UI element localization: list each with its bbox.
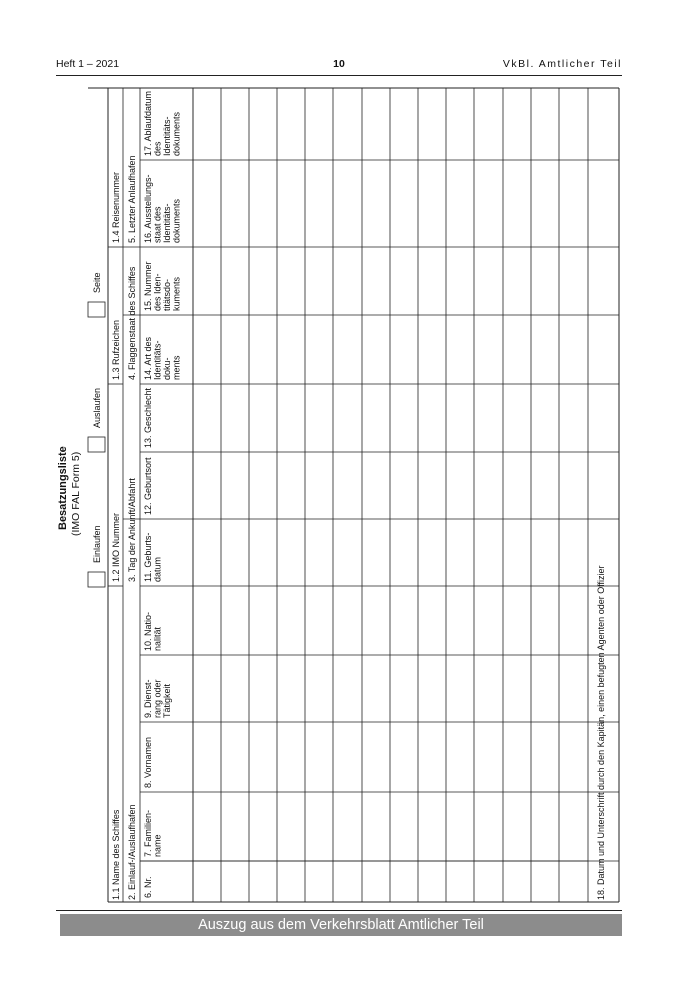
departure-label: Auslaufen [92, 387, 102, 428]
departure-checkbox[interactable] [88, 437, 105, 452]
crew-list-form [57, 82, 625, 907]
page-label: Seite [92, 272, 102, 293]
signature-label: 18. Datum und Unterschrift durch den Kapitän, einen befugten Agenten oder Offizier [596, 565, 606, 900]
column-header-15-line: titätsdo- [162, 278, 172, 311]
arrival-label: Einlaufen [92, 525, 102, 563]
column-header-16-line: Identitäts- [162, 203, 172, 243]
column-header-10-line: nalität [152, 626, 163, 651]
column-header-9-line: Tätigkeit [162, 683, 172, 718]
column-header-14-line: ments [171, 355, 182, 380]
column-header-17-line: Identitäts- [162, 116, 172, 156]
column-header-13-line: 13. Geschlecht [143, 387, 153, 448]
column-header-16-line: staat des [152, 206, 163, 243]
column-header-15-line: des Iden- [152, 273, 163, 311]
port-label: 2. Einlauf-/Auslaufhafen [127, 804, 137, 900]
column-header-10-line: 10. Natio- [143, 611, 153, 651]
last-port-label: 5. Letzter Anlaufhafen [127, 155, 137, 243]
column-header-15-line: 15. Nummer [143, 261, 153, 311]
column-header-14-line: Identitäts- [152, 340, 163, 380]
footer-rule [56, 910, 622, 911]
footer-banner: Auszug aus dem Verkehrsblatt Amtlicher Teil [60, 914, 622, 936]
page-number: 10 [333, 58, 345, 70]
column-header-15-line: kuments [171, 276, 182, 311]
column-header-16-line: 16. Ausstellungs- [143, 174, 153, 243]
column-header-9-line: rang oder [152, 679, 163, 718]
column-header-9-line: 9. Dienst- [143, 679, 153, 718]
column-header-14-line: 14. Art des [143, 336, 153, 380]
imo-number-label: 1.2 IMO Nummer [111, 512, 121, 582]
date-label: 3. Tag der Ankunft/Abfahrt [127, 478, 137, 582]
issue-label: Heft 1 – 2021 [56, 58, 120, 70]
column-header-17-line: dokuments [171, 111, 182, 156]
page-header [56, 58, 622, 74]
ship-name-label: 1.1 Name des Schiffes [111, 809, 121, 900]
column-header-17-line: 17. Ablaufdatum [143, 90, 153, 156]
form-title: Besatzungsliste [57, 446, 69, 530]
voyage-number-label: 1.4 Reisenummer [111, 171, 121, 243]
column-header-14-line: doku- [162, 357, 172, 380]
publication-label: VkBl. Amtlicher Teil [502, 58, 622, 70]
form-subtitle: (IMO FAL Form 5) [70, 451, 82, 536]
column-header-12-line: 12. Geburtsort [143, 457, 153, 515]
page-checkbox[interactable] [88, 302, 105, 317]
form-canvas [57, 82, 625, 907]
column-header-6-line: 6. Nr. [143, 876, 153, 898]
arrival-checkbox[interactable] [88, 572, 105, 587]
column-header-7-line: 7. Familien- [143, 809, 153, 857]
column-header-8-line: 8. Vornamen [143, 736, 153, 788]
column-header-7-line: name [152, 834, 163, 857]
call-sign-label: 1.3 Rufzeichen [111, 319, 121, 380]
flag-state-label: 4. Flaggenstaat des Schiffes [127, 266, 137, 380]
column-header-11-line: datum [152, 556, 163, 582]
column-header-17-line: des [152, 141, 163, 156]
header-rule [56, 75, 622, 76]
column-header-16-line: dokuments [171, 198, 182, 243]
column-header-11-line: 11. Geburts- [143, 532, 153, 582]
